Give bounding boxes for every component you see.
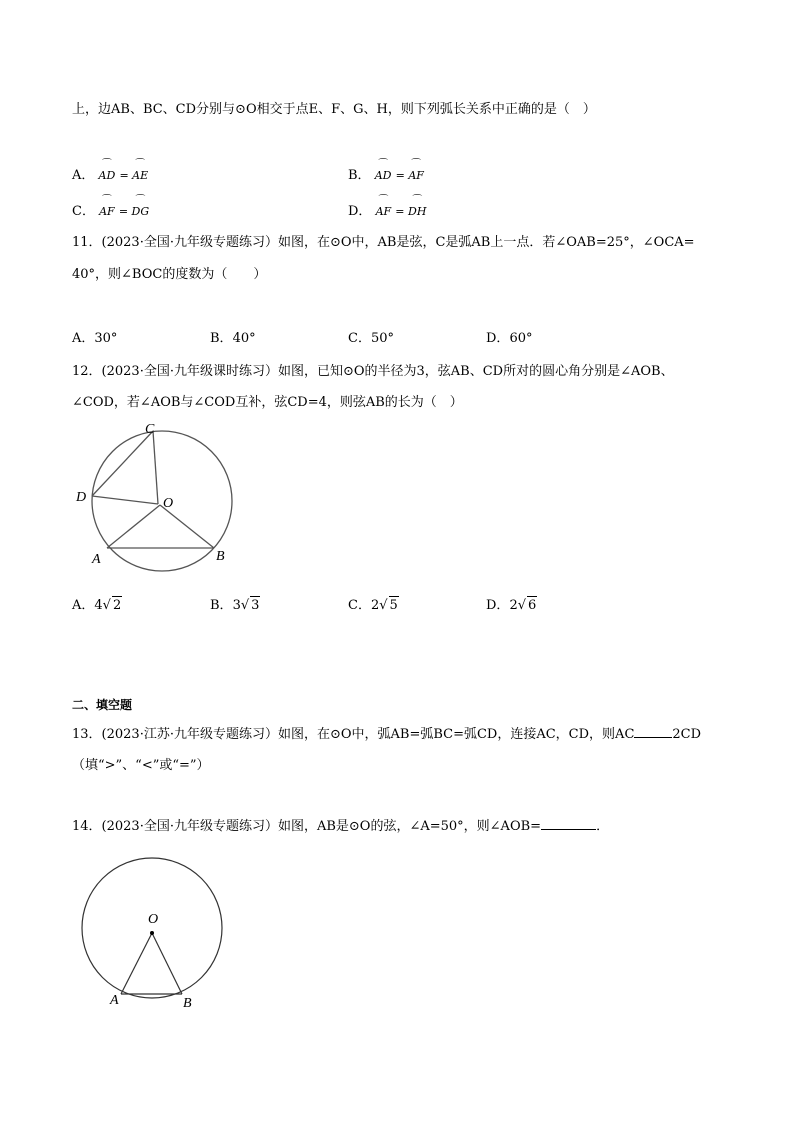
option-text: 30° [94, 331, 118, 346]
center-point [150, 931, 154, 935]
coefficient: 4 [94, 598, 103, 613]
radicand: 6 [528, 598, 537, 613]
arc-rhs: ⌒ DH [408, 201, 426, 221]
q14-stem-line1 [72, 818, 609, 836]
q14-answer-blank[interactable] [541, 829, 596, 830]
point-label-a: A [92, 552, 101, 567]
q14-text: 14．(2023·全国·九年级专题练习）如图，AB是⊙O的弦，∠A=50°，则∠AOB= [72, 819, 542, 834]
arc-rhs: ⌒ AE [132, 165, 148, 185]
radicand: 5 [389, 598, 398, 613]
segment-oa [121, 933, 152, 994]
sqrt-sign: √ [379, 598, 388, 613]
option-label: C． [72, 204, 95, 219]
point-label-c: C [145, 422, 155, 437]
arc-lhs: ⌒ AD [375, 165, 392, 185]
equals-sign: = [395, 205, 409, 218]
coefficient: 2 [370, 598, 380, 613]
equals-sign: = [119, 169, 133, 182]
segment-ob [160, 505, 214, 548]
arc-lhs: ⌒ AD [99, 165, 116, 185]
option-label: D． [486, 331, 510, 346]
equals-sign: = [395, 169, 409, 182]
q11-stem-line2: 40°，则∠BOC的度数为（ ） [72, 267, 267, 282]
q12-option-a[interactable] [72, 596, 122, 615]
circle-o [92, 431, 232, 571]
option-label: D． [348, 204, 372, 219]
option-label: A． [72, 168, 95, 183]
option-label: C． [348, 331, 371, 346]
q12-option-c[interactable] [348, 596, 399, 615]
arc-rhs: ⌒ DG [132, 201, 150, 221]
q10-option-b[interactable] [348, 165, 424, 185]
q13-text: 13．(2023·江苏·九年级专题练习）如图，在⊙O中，弧AB=弧BC=弧CD，连接AC，CD，则AC [72, 727, 635, 742]
option-text: 50° [370, 331, 394, 346]
point-label-o: O [148, 912, 159, 927]
option-label: C． [348, 598, 371, 613]
q11-option-a[interactable] [72, 330, 117, 348]
chord-cd [92, 431, 153, 496]
point-label-b: B [216, 549, 225, 564]
q11-option-b[interactable] [210, 330, 256, 348]
option-label: B． [210, 331, 233, 346]
section-title: 二、填空题 [72, 698, 133, 712]
q11-stem-line1: 11．(2023·全国·九年级专题练习）如图，在⊙O中，AB是弦，C是弧AB上一点．若∠OAB=25°，∠OCA= [72, 235, 695, 250]
q13-stem-line1 [72, 726, 701, 744]
sqrt-sign: √ [240, 598, 250, 613]
segment-od [92, 496, 158, 504]
q12-option-b[interactable] [210, 596, 260, 615]
q12-circle-figure [70, 415, 270, 580]
arc-lhs: ⌒ AF [376, 201, 392, 221]
sqrt-sign: √ [517, 598, 527, 613]
q12-option-d[interactable] [486, 596, 537, 615]
q11-option-c[interactable] [348, 330, 394, 348]
radicand: 2 [112, 598, 122, 613]
segment-oc [153, 431, 158, 504]
option-text: 40° [232, 331, 256, 346]
option-label: A． [72, 598, 95, 613]
q14-text-end: ． [596, 819, 610, 834]
radicand: 3 [251, 598, 260, 613]
arc-rhs: ⌒ AF [408, 165, 424, 185]
q13-stem-line2: （填“>”、“<”或“=”） [72, 758, 210, 773]
option-label: D． [486, 598, 510, 613]
point-label-b: B [183, 996, 192, 1011]
q13-text-end: 2CD [672, 727, 702, 742]
q13-answer-blank[interactable] [634, 737, 672, 738]
sqrt-sign: √ [102, 598, 111, 613]
option-text: 60° [509, 331, 533, 346]
q12-stem-line1: 12．(2023·全国·九年级课时练习）如图，已知⊙O的半径为3，弦AB、CD所对的圆心角分别是∠AOB、 [72, 364, 674, 379]
q12-stem-line2: ∠COD，若∠AOB与∠COD互补，弦CD=4，则弦AB的长为（ ） [72, 395, 463, 410]
arc-lhs: ⌒ AF [99, 201, 115, 221]
segment-oa [107, 505, 160, 548]
coefficient: 3 [232, 598, 241, 613]
segment-ob [152, 933, 182, 994]
option-label: B． [210, 598, 233, 613]
point-label-a: A [110, 993, 119, 1008]
circle-o [82, 858, 222, 998]
equals-sign: = [118, 205, 132, 218]
q10-option-d[interactable] [348, 201, 426, 221]
q14-circle-figure [75, 850, 235, 1020]
q10-option-c[interactable] [72, 201, 149, 221]
option-label: B． [348, 168, 371, 183]
point-label-o: O [163, 496, 174, 511]
q10-option-a[interactable] [72, 165, 148, 185]
coefficient: 2 [509, 598, 518, 613]
q11-option-d[interactable] [486, 330, 532, 348]
q10-stem: 上，边AB、BC、CD分别与⊙O相交于点E、F、G、H，则下列弧长关系中正确的是（ ） [72, 102, 596, 117]
point-label-d: D [76, 490, 87, 505]
option-label: A． [72, 331, 95, 346]
